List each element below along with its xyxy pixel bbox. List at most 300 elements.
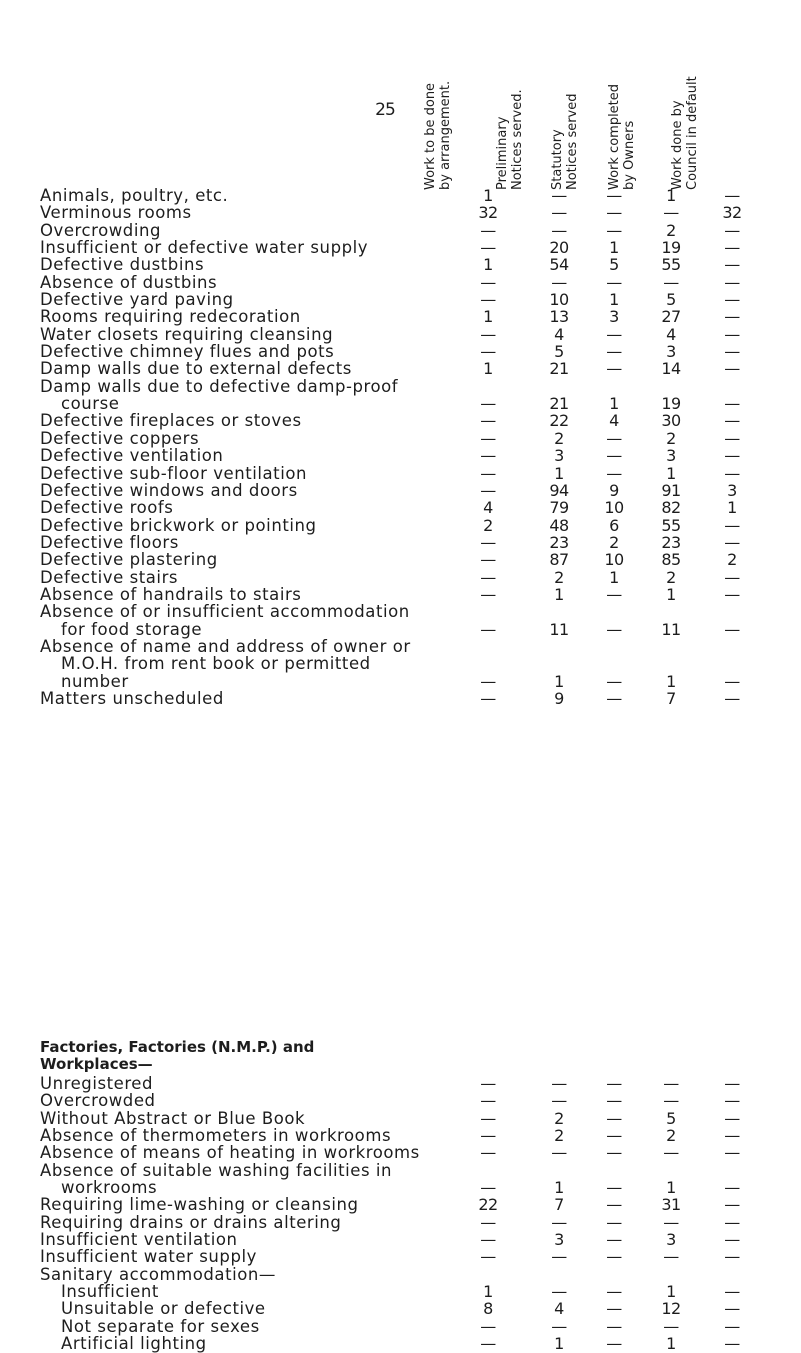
column-header-1-line2: by arrangement. [438,80,453,190]
table-cell-col4: 31 [661,1195,681,1215]
table-cell-col5: — [724,238,740,258]
column-header-3-line2: Notices served [565,93,580,190]
table-cell-col3: 1 [609,238,619,258]
table-cell-col5: — [724,1195,740,1215]
column-header-5-line2: Council in default [685,76,700,190]
table-cell-col1: — [480,342,496,362]
table-cell-col4: 30 [661,411,681,431]
table-cell-col2: 4 [554,1299,564,1319]
table-row [40,1108,740,1128]
row-label-line: Absence of handrails to stairs [40,584,302,604]
row-label [40,465,448,482]
table-cell-col2: 9 [554,688,564,708]
row-label [40,1231,448,1248]
row-label [40,204,448,221]
row-label [40,1283,448,1300]
table-row [40,515,740,535]
table-cell-col4: 1 [666,1178,676,1198]
row-label [40,1214,448,1231]
row-label [40,1162,448,1197]
row-label-line: Requiring lime-washing or cleansing [40,1195,359,1215]
table-cell-col5: — [724,567,740,587]
table-row [40,1282,740,1302]
column-header-4-line1: Work completed [607,83,622,190]
row-label-line: workrooms [61,1178,158,1198]
table-cell-col3: — [606,220,622,240]
table-cell-col1: 1 [483,1282,493,1302]
row-label-line: Not separate for sexes [61,1316,260,1336]
row-label-line: Insufficient or defective water supply [40,238,369,258]
table-cell-col4: 91 [661,480,681,500]
row-label-line: Defective plastering [40,550,218,570]
table-cell-col1: 22 [478,1195,498,1215]
row-label-line: Defective fireplaces or stoves [40,411,302,431]
table-cell-col1: — [480,428,496,448]
row-label-line: Requiring drains or drains altering [40,1212,342,1232]
table-cell-col1: — [480,1143,496,1163]
row-label [40,534,448,551]
table-cell-col4: — [663,1074,679,1093]
column-header-2 [495,40,535,190]
table-cell-col1: — [480,324,496,344]
table-cell-col5: — [724,1212,740,1232]
table-cell-col4: 1 [666,186,676,205]
row-label [40,343,448,360]
row-label-line: Defective sub-floor ventilation [40,463,307,483]
table-cell-col4: 1 [666,1282,676,1302]
table-cell-col5: 3 [727,480,737,500]
table-cell-col3: — [606,671,622,691]
row-label-line: Insufficient ventilation [40,1230,238,1250]
table-cell-col1: — [480,394,496,414]
row-label-line: Water closets requiring cleansing [40,324,334,344]
table-cell-col5: — [724,1230,740,1250]
row-label [40,447,448,464]
table-cell-col4: 12 [661,1299,681,1319]
table-cell-col1: 1 [483,186,493,205]
table-row [40,602,740,639]
table-row [40,1195,740,1215]
column-header-5-line1: Work done by [670,100,685,190]
table-cell-col3: 9 [609,480,619,500]
table-cell-col4: — [663,1143,679,1163]
row-label-line: Damp walls due to external defects [40,359,352,379]
table-cell-col4: 23 [661,532,681,552]
table-cell-col3: — [606,1091,622,1111]
table-cell-col5: — [724,359,740,379]
table-cell-col4: — [663,1316,679,1336]
table-cell-col3: — [606,1108,622,1128]
row-label-line: number [61,671,129,691]
table-cell-col3: — [606,584,622,604]
table-cell-col3: — [606,1143,622,1163]
table-cell-col3: 1 [609,567,619,587]
table-cell-col4: 55 [661,515,681,535]
row-label [40,1144,448,1161]
table-row [40,1074,740,1093]
row-label-line: Unsuitable or defective [61,1299,266,1319]
table-cell-col1: — [480,671,496,691]
row-label [40,1248,448,1265]
table-row [40,446,740,466]
row-label-line: Matters unscheduled [40,688,224,708]
table-cell-col2: 79 [549,498,569,518]
table-cell-col2: — [551,1091,567,1111]
table-cell-col4: 2 [666,567,676,587]
table-cell-col5: — [724,1247,740,1267]
table-cell-col2: 1 [554,1178,564,1198]
table-cell-col3: 4 [609,411,619,431]
table-cell-col3: — [606,359,622,379]
table-row [40,1334,740,1353]
table-cell-col1: — [480,532,496,552]
table-cell-col5: 1 [727,498,737,518]
row-label [40,360,448,377]
table-cell-col5: — [724,584,740,604]
table-cell-col1: — [480,220,496,240]
table-cell-col1: — [480,1316,496,1336]
table-cell-col2: 23 [549,532,569,552]
table-cell-col4: 1 [666,671,676,691]
table-cell-col2: 54 [549,255,569,275]
row-label [40,412,448,429]
table-cell-col4: 19 [661,394,681,414]
table-row [40,290,740,310]
table-cell-col4: 11 [661,619,681,639]
column-header-2-line2: Notices served. [510,89,525,190]
table-row [40,428,740,448]
table-cell-col2: 13 [549,307,569,327]
row-label [40,274,448,291]
row-label [40,430,448,447]
table-cell-col5: — [724,532,740,552]
table-row [40,203,742,223]
table-cell-col4: 5 [666,290,676,310]
housing-defects-table [40,186,742,708]
table-cell-col1: — [480,619,496,639]
table-cell-col5: — [724,1091,740,1111]
table-cell-col1: — [480,1178,496,1198]
row-label-line: Without Abstract or Blue Book [40,1108,306,1128]
row-label [40,378,448,413]
table-cell-col1: — [480,411,496,431]
table-row [40,532,740,552]
table-cell-col5: — [724,688,740,708]
table-row [40,688,740,708]
table-cell-col2: 7 [554,1195,564,1215]
table-row [40,1230,740,1250]
column-header-3-line1: Statutory [550,129,565,190]
table-cell-col3: — [606,1126,622,1146]
row-label [40,1196,448,1213]
table-cell-col3: — [606,1212,622,1232]
row-label [40,1318,448,1335]
table-cell-col2: 1 [554,671,564,691]
table-cell-col2: 2 [554,1108,564,1128]
table-cell-col4: 3 [666,1230,676,1250]
table-cell-col2: 21 [549,359,569,379]
column-header-1 [423,40,463,190]
table-row [40,636,740,691]
table-cell-col5: — [724,186,740,205]
column-header-4-line2: by Owners [622,120,637,190]
table-cell-col2: 2 [554,428,564,448]
table-cell-col4: 1 [666,463,676,483]
table-cell-col3: 6 [609,515,619,535]
table-cell-col2: — [551,1316,567,1336]
row-label [40,1127,448,1144]
row-label-line: Absence of thermometers in workrooms [40,1126,392,1146]
table-cell-col3: — [606,342,622,362]
row-label-line: Defective yard paving [40,290,234,310]
table-cell-col4: 19 [661,238,681,258]
row-label-line: Defective coppers [40,428,200,448]
table-cell-col5: 2 [727,550,737,570]
table-row [40,1091,740,1111]
table-cell-col2: 5 [554,342,564,362]
table-cell-col1: 1 [483,307,493,327]
table-cell-col5: — [724,1178,740,1198]
table-cell-col5: — [724,255,740,275]
row-label [40,690,448,707]
table-cell-col2: 2 [554,567,564,587]
column-header-1-line1: Work to be done [423,82,438,190]
row-label-line: Insufficient water supply [40,1247,257,1267]
table-cell-col2: 1 [554,463,564,483]
table-cell-col5: — [724,428,740,448]
table-cell-col1: — [480,550,496,570]
table-cell-col2: 22 [549,411,569,431]
table-cell-col4: 1 [666,584,676,604]
table-cell-col4: 4 [666,324,676,344]
table-cell-col1: 1 [483,359,493,379]
table-cell-col3: — [606,203,622,223]
row-label-line: Verminous rooms [40,203,192,223]
table-cell-col1: 4 [483,498,493,518]
table-cell-col1: — [480,1212,496,1232]
table-cell-col2: 3 [554,1230,564,1250]
table-cell-col4: 2 [666,428,676,448]
table-cell-col5: 32 [722,203,742,223]
table-cell-col1: 32 [478,203,498,223]
table-cell-col3: — [606,1195,622,1215]
table-cell-col2: — [551,1143,567,1163]
column-header-4 [607,40,647,190]
table-row [40,1299,740,1319]
row-label [40,1335,448,1352]
table-cell-col4: 85 [661,550,681,570]
table-cell-col2: — [551,1247,567,1267]
table-cell-col5: — [724,1334,740,1353]
table-row [40,567,740,587]
table-cell-col2: 87 [549,550,569,570]
table-cell-col5: — [724,1074,740,1093]
table-cell-col3: 10 [604,550,624,570]
table-cell-col2: — [551,1074,567,1093]
table-cell-col5: — [724,1316,740,1336]
table-cell-col2: 4 [554,324,564,344]
factories-subheading [40,1039,460,1074]
table-cell-col4: 2 [666,220,676,240]
row-label-line: Unregistered [40,1074,154,1093]
table-row [40,342,740,362]
table-cell-col2: — [551,1212,567,1232]
table-row [40,238,740,258]
row-label [40,1110,448,1127]
row-label [40,308,448,325]
row-label [40,326,448,343]
row-label-line: Defective roofs [40,498,174,518]
table-cell-col4: 5 [666,1108,676,1128]
factories-table [40,1074,740,1353]
row-label-line: Absence of name and address of owner or [40,636,411,656]
table-cell-col5: — [724,1108,740,1128]
table-cell-col5: — [724,220,740,240]
table-cell-col5: — [724,515,740,535]
table-cell-col3: — [606,1230,622,1250]
table-row [40,1247,740,1267]
table-cell-col4: 1 [666,1334,676,1353]
row-label-line: Insufficient [61,1282,159,1302]
table-cell-col1: — [480,584,496,604]
table-cell-col1: — [480,1247,496,1267]
row-label [40,239,448,256]
table-cell-col1: — [480,1074,496,1093]
row-label [40,1092,448,1109]
table-cell-col2: 1 [554,1334,564,1353]
table-cell-col4: 2 [666,1126,676,1146]
table-cell-col3: 1 [609,290,619,310]
row-label [40,569,448,586]
table-row [40,463,740,483]
table-row [40,255,740,275]
table-cell-col5: — [724,324,740,344]
table-cell-col4: 7 [666,688,676,708]
table-cell-col4: 3 [666,446,676,466]
table-cell-col5: — [724,671,740,691]
table-cell-col2: — [551,203,567,223]
table-cell-col1: 8 [483,1299,493,1319]
table-cell-col1: — [480,238,496,258]
table-cell-col3: — [606,1316,622,1336]
table-cell-col5: — [724,342,740,362]
table-cell-col2: 10 [549,290,569,310]
table-row [40,1126,740,1146]
row-label-line: for food storage [61,619,203,639]
table-cell-col3: 10 [604,498,624,518]
table-cell-col1: — [480,1126,496,1146]
row-label [40,551,448,568]
table-row [40,411,740,431]
row-label-line: Overcrowded [40,1091,156,1111]
table-cell-col1: — [480,463,496,483]
table-cell-col2: 1 [554,584,564,604]
row-label-line: Damp walls due to defective damp-proof [40,376,399,396]
table-cell-col2: 2 [554,1126,564,1146]
table-cell-col1: — [480,272,496,292]
column-header-5 [670,40,710,190]
table-row [40,272,740,292]
table-cell-col3: — [606,1074,622,1093]
table-cell-col1: — [480,1230,496,1250]
table-cell-col2: — [551,1282,567,1302]
row-label-line: course [61,394,120,414]
row-label [40,187,448,204]
table-cell-col3: — [606,463,622,483]
row-label-line: Absence of dustbins [40,272,218,292]
table-cell-col2: 11 [549,619,569,639]
table-cell-col4: 27 [661,307,681,327]
table-row [40,550,737,570]
row-label-line: Defective ventilation [40,446,224,466]
table-cell-col3: — [606,1299,622,1319]
table-cell-col4: 3 [666,342,676,362]
table-cell-col3: 1 [609,394,619,414]
row-label-line: Defective windows and doors [40,480,298,500]
table-cell-col5: — [724,272,740,292]
table-cell-col1: — [480,290,496,310]
row-label [40,1266,448,1283]
row-label [40,517,448,534]
table-row [40,324,740,344]
table-cell-col1: — [480,480,496,500]
table-cell-col2: — [551,272,567,292]
row-label [40,638,448,690]
row-label [40,499,448,516]
table-cell-col3: — [606,186,622,205]
row-label-line: Animals, poultry, etc. [40,186,229,205]
table-cell-col5: — [724,307,740,327]
table-cell-col2: 94 [549,480,569,500]
table-cell-col2: — [551,186,567,205]
table-cell-col3: — [606,1334,622,1353]
table-row [40,186,740,205]
row-label-line: Absence of or insufficient accommodation [40,602,410,622]
table-cell-col4: — [663,1091,679,1111]
table-row [40,498,737,518]
table-cell-col2: 20 [549,238,569,258]
column-header-3 [550,40,590,190]
table-cell-col3: 3 [609,307,619,327]
table-row [40,1143,740,1163]
row-label-line: Sanitary accommodation— [40,1264,276,1284]
table-cell-col5: — [724,619,740,639]
table-row [40,480,737,500]
table-cell-col3: — [606,619,622,639]
table-cell-col5: — [724,1282,740,1302]
table-cell-col3: — [606,324,622,344]
row-label-line: Defective dustbins [40,255,205,275]
table-cell-col1: — [480,1108,496,1128]
table-cell-col2: 21 [549,394,569,414]
row-label-line: Defective floors [40,532,179,552]
factories-heading-line1: Factories, Factories (N.M.P.) and [40,1038,315,1056]
table-row [40,1160,740,1198]
table-cell-col5: — [724,1143,740,1163]
table-cell-col1: — [480,688,496,708]
table-row [40,1316,740,1336]
table-cell-col3: — [606,1282,622,1302]
table-cell-col5: — [724,290,740,310]
table-cell-col5: — [724,411,740,431]
table-cell-col3: 2 [609,532,619,552]
row-label [40,482,448,499]
table-cell-col5: — [724,1299,740,1319]
row-label [40,1300,448,1317]
row-label-line: Defective stairs [40,567,179,587]
table-row [40,220,740,240]
table-cell-col5: — [724,394,740,414]
